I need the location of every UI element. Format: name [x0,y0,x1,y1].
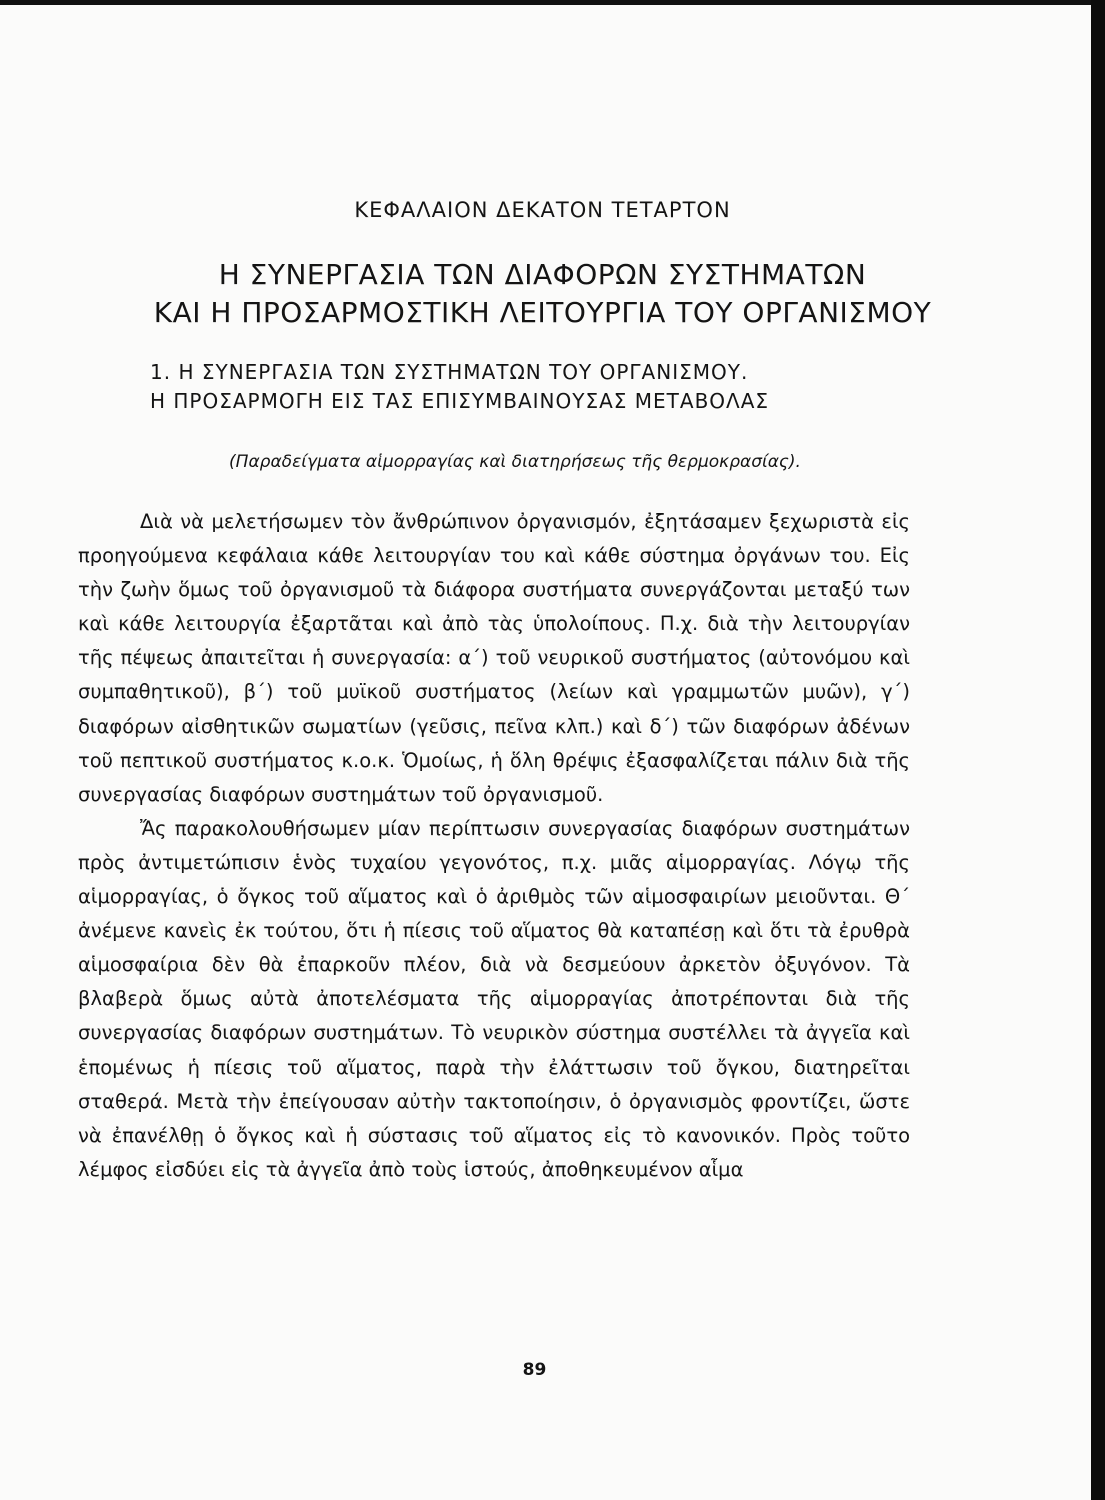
scan-top-edge [0,0,1105,5]
paragraph: Ἄς παρακολουθήσωμεν μίαν περίπτωσιν συνεργασίας διαφόρων συστημάτων πρὸς ἀντιμετώπισιν ἑνὸς τυχαίου γεγονότος, π.χ. μιᾶς αἱμορραγίας. Λόγῳ τῆς αἱμορραγίας, ὁ ὄγκος τοῦ αἵματος καὶ ὁ ἀριθμὸς τῶν αἱμοσφαιρίων μειοῦνται. Θ΄ ἀνέμενε κανεὶς ἐκ τούτου, ὅτι ἡ πίεσις τοῦ αἵματος θὰ καταπέσῃ καὶ ὅτι τὰ ἐρυθρὰ αἱμοσφαίρια δὲν θὰ ἐπαρκοῦν πλέον, διὰ νὰ δεσμεύουν ἀρκετὸν ὀξυγόνον. Τὰ βλαβερὰ ὅμως αὐτὰ ἀποτελέσματα τῆς αἱμορραγίας ἀποτρέπονται διὰ τῆς συνεργασίας διαφόρων συστημάτων. Τὸ νευρικὸν σύστημα συστέλλει τὰ ἀγγεῖα καὶ ἑπομένως ἡ πίεσις τοῦ αἵματος, παρὰ τὴν ἐλάττωσιν τοῦ ὄγκου, διατηρεῖται σταθερά. Μετὰ τὴν ἐπείγουσαν αὐτὴν τακτοποίησιν, ὁ ὀργανισμὸς φροντίζει, ὥστε νὰ ἐπανέλθῃ ὁ ὄγκος καὶ ἡ σύστασις τοῦ αἵματος εἰς τὸ κανονικόν. Πρὸς τοῦτο λέμφος εἰσδύει εἰς τὰ ἀγγεῖα ἀπὸ τοὺς ἱστούς, ἀποθηκευμένον αἷμα [78,816,910,1181]
chapter-title-line-1: Η ΣΥΝΕΡΓΑΣΙΑ ΤΩΝ ΔΙΑΦΟΡΩΝ ΣΥΣΤΗΜΑΤΩΝ [218,258,867,291]
chapter-title-line-2: ΚΑΙ Η ΠΡΟΣΑΡΜΟΣΤΙΚΗ ΛΕΙΤΟΥΡΓΙΑ ΤΟΥ ΟΡΓΑΝΙΣΜΟΥ [153,296,932,329]
scan-right-edge [1091,0,1105,1500]
section-subtitle: (Παραδείγματα αἱμορραγίας καὶ διατηρήσεως τῆς θερμοκρασίας). [229,452,801,472]
section-heading-line-2: Η ΠΡΟΣΑΡΜΟΓΗ ΕΙΣ ΤΑΣ ΕΠΙΣΥΜΒΑΙΝΟΥΣΑΣ ΜΕΤΑΒΟΛΑΣ [150,389,770,413]
paragraph: Διὰ νὰ μελετήσωμεν τὸν ἄνθρώπινον ὀργανισμόν, ἐξητάσαμεν ξεχωριστὰ εἰς προηγούμενα κεφάλαια κάθε λειτουργίαν του καὶ κάθε σύστημα ὀργάνων του. Εἰς τὴν ζωὴν ὅμως τοῦ ὀργανισμοῦ τὰ διάφορα συστήματα συνεργάζονται μεταξύ των καὶ κάθε λειτουργία ἐξαρτᾶται καὶ ἀπὸ τὰς ὑπολοίπους. Π.χ. διὰ τὴν λειτουργίαν τῆς πέψεως ἀπαιτεῖται ἡ συνεργασία: α΄) τοῦ νευρικοῦ συστήματος (αὐτονόμου καὶ συμπαθητικοῦ), β΄) τοῦ μυϊκοῦ συστήματος (λείων καὶ γραμμωτῶν μυῶν), γ΄) διαφόρων αἰσθητικῶν σωματίων (γεῦσις, πεῖνα κλπ.) καὶ δ΄) τῶν διαφόρων ἀδένων τοῦ πεπτικοῦ συστήματος κ.ο.κ. Ὁμοίως, ἡ ὅλη θρέψις ἐξασφαλίζεται πάλιν διὰ τῆς συνεργασίας διαφόρων συστημάτων τοῦ ὀργανισμοῦ. [78,510,910,806]
body-text [78,505,910,1187]
chapter-heading: ΚΕΦΑΛΑΙΟΝ ΔΕΚΑΤΟΝ ΤΕΤΑΡΤΟΝ [354,198,731,222]
section-heading-line-1: 1. Η ΣΥΝΕΡΓΑΣΙΑ ΤΩΝ ΣΥΣΤΗΜΑΤΩΝ ΤΟΥ ΟΡΓΑΝΙΣΜΟΥ. [150,360,749,384]
page-number: 89 [522,1360,547,1380]
